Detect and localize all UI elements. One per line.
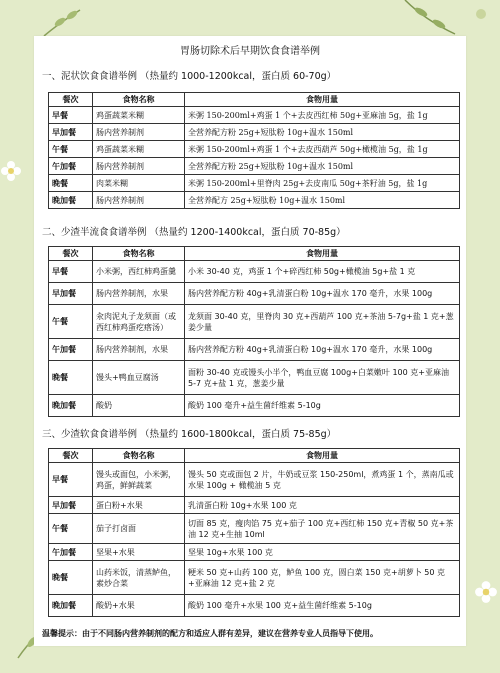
section-heading-soft: 三、少渣软食食谱举例 （热量约 1600-1800kcal，蛋白质 75-85g） (42, 429, 337, 440)
food-name-cell: 馒头或面包，小米粥，鸡蛋，鲜鲜蔬菜 (93, 463, 185, 497)
food-name-cell: 肠内营养制剂 (93, 124, 185, 141)
food-name-cell: 小米粥，西红柿鸡蛋羹 (93, 261, 185, 283)
meal-cell: 早加餐 (49, 283, 93, 305)
amount-cell: 肠内营养配方粉 40g+乳清蛋白粉 10g+温水 170 毫升，水果 100g (185, 339, 460, 361)
food-name-cell: 酸奶+水果 (93, 595, 185, 617)
meal-cell: 午餐 (49, 305, 93, 339)
footnote: 温馨提示：由于不同肠内营养制剂的配方和适应人群有差异，建议在营养专业人员指导下使用。 (42, 629, 378, 638)
food-name-cell: 鸡蛋蔬菜米糊 (93, 107, 185, 124)
meal-cell: 晚餐 (49, 361, 93, 395)
amount-cell: 馒头 50 克或面包 2 片，牛奶或豆浆 150-250ml，煮鸡蛋 1 个，蒸南瓜或水果 100g + 橄榄油 5 克 (185, 463, 460, 497)
amount-cell: 小米 30-40 克，鸡蛋 1 个+碎西红柿 50g+橄榄油 5g+盐 1 克 (185, 261, 460, 283)
leaf-sprig-icon (40, 6, 86, 38)
amount-cell: 面粉 30-40 克或馒头小半个，鸭血豆腐 100g+白菜嫩叶 100 克+亚麻油 5-7 克+盐 1 克，葱姜少量 (185, 361, 460, 395)
amount-cell: 切面 85 克，瘦肉馅 75 克+茄子 100 克+西红柿 150 克+青椒 50 克+茶油 12 克+生抽 10ml (185, 514, 460, 544)
meal-cell: 早加餐 (49, 124, 93, 141)
amount-cell: 坚果 10g+水果 100 克 (185, 544, 460, 561)
table-soft-diet (48, 448, 460, 617)
meal-cell: 晚餐 (49, 561, 93, 595)
table-row (49, 192, 460, 209)
table-row (49, 124, 460, 141)
food-name-cell: 肠内营养制剂 (93, 192, 185, 209)
table-row (49, 463, 460, 497)
food-name-cell: 肠内营养制剂，水果 (93, 283, 185, 305)
food-name-cell: 鸡蛋蔬菜米糊 (93, 141, 185, 158)
food-name-cell: 肠内营养制剂，水果 (93, 339, 185, 361)
table-row (49, 107, 460, 124)
section-heading-semi-liquid: 二、少渣半流食食谱举例 （热量约 1200-1400kcal，蛋白质 70-85g） (42, 227, 346, 238)
flower-icon (474, 580, 498, 604)
amount-cell: 米粥 150-200ml+里脊肉 25g+去皮南瓜 50g+茶籽油 5g，盐 1g (185, 175, 460, 192)
header-amount: 食物用量 (185, 93, 460, 107)
food-name-cell: 肠内营养制剂 (93, 158, 185, 175)
table-row (49, 158, 460, 175)
amount-cell: 米粥 150-200ml+鸡蛋 1 个+去皮西葫芦 50g+橄榄油 5g，盐 1g (185, 141, 460, 158)
table-puree-diet (48, 92, 460, 209)
header-meal: 餐次 (49, 449, 93, 463)
amount-cell: 龙须面 30-40 克，里脊肉 30 克+西葫芦 100 克+茶油 5-7g+盐 1 克+葱姜少量 (185, 305, 460, 339)
amount-cell: 酸奶 100 毫升+水果 100 克+益生菌纤维素 5-10g (185, 595, 460, 617)
table-row (49, 544, 460, 561)
header-amount: 食物用量 (185, 449, 460, 463)
food-name-cell: 蛋白粉+水果 (93, 497, 185, 514)
table-row (49, 261, 460, 283)
header-amount: 食物用量 (185, 247, 460, 261)
section-heading-puree: 一、泥状饮食食谱举例 （热量约 1000-1200kcal，蛋白质 60-70g） (42, 71, 337, 82)
meal-cell: 早餐 (49, 463, 93, 497)
table-semi-liquid-diet (48, 246, 460, 417)
table-row (49, 497, 460, 514)
flower-icon (0, 160, 22, 182)
meal-cell: 晚加餐 (49, 595, 93, 617)
header-food: 食物名称 (93, 449, 185, 463)
header-food: 食物名称 (93, 93, 185, 107)
meal-cell: 午餐 (49, 141, 93, 158)
meal-cell: 晚加餐 (49, 192, 93, 209)
table-row (49, 595, 460, 617)
table-row (49, 561, 460, 595)
leaf-branch-icon (395, 0, 495, 36)
header-meal: 餐次 (49, 247, 93, 261)
meal-cell: 早加餐 (49, 497, 93, 514)
amount-cell: 肠内营养配方粉 40g+乳清蛋白粉 10g+温水 170 毫升，水果 100g (185, 283, 460, 305)
recipe-card (34, 36, 466, 646)
amount-cell: 全营养配方粉 25g+短肽粉 10g+温水 150ml (185, 158, 460, 175)
food-name-cell: 茄子打卤面 (93, 514, 185, 544)
meal-cell: 早餐 (49, 261, 93, 283)
meal-cell: 晚餐 (49, 175, 93, 192)
amount-cell: 全营养配方粉 25g+短肽粉 10g+温水 150ml (185, 124, 460, 141)
amount-cell: 粳米 50 克+山药 100 克，鲈鱼 100 克，圆白菜 150 克+胡萝卜 50 克+亚麻油 12 克+盐 2 克 (185, 561, 460, 595)
food-name-cell: 山药米饭，清蒸鲈鱼，素炒合菜 (93, 561, 185, 595)
table-row (49, 141, 460, 158)
food-name-cell: 馒头+鸭血豆腐汤 (93, 361, 185, 395)
table-row (49, 395, 460, 417)
page-title: 胃肠切除术后早期饮食食谱举例 (180, 46, 320, 57)
meal-cell: 晚加餐 (49, 395, 93, 417)
meal-cell: 早餐 (49, 107, 93, 124)
meal-cell: 午餐 (49, 514, 93, 544)
table-row (49, 361, 460, 395)
amount-cell: 酸奶 100 毫升+益生菌纤维素 5-10g (185, 395, 460, 417)
table-row (49, 283, 460, 305)
table-row (49, 514, 460, 544)
table-row (49, 305, 460, 339)
food-name-cell: 肉菜米糊 (93, 175, 185, 192)
food-name-cell: 坚果+水果 (93, 544, 185, 561)
food-name-cell: 酸奶 (93, 395, 185, 417)
meal-cell: 午加餐 (49, 158, 93, 175)
meal-cell: 午加餐 (49, 544, 93, 561)
table-header-row (49, 93, 460, 107)
meal-cell: 午加餐 (49, 339, 93, 361)
amount-cell: 乳清蛋白粉 10g+水果 100 克 (185, 497, 460, 514)
table-row (49, 339, 460, 361)
header-meal: 餐次 (49, 93, 93, 107)
table-header-row (49, 449, 460, 463)
food-name-cell: 汆肉泥丸子龙须面（或西红柿鸡蛋疙瘩汤） (93, 305, 185, 339)
table-row (49, 175, 460, 192)
amount-cell: 米粥 150-200ml+鸡蛋 1 个+去皮西红柿 50g+亚麻油 5g，盐 1g (185, 107, 460, 124)
amount-cell: 全营养配方 25g+短肽粉 10g+温水 150ml (185, 192, 460, 209)
table-header-row (49, 247, 460, 261)
header-food: 食物名称 (93, 247, 185, 261)
